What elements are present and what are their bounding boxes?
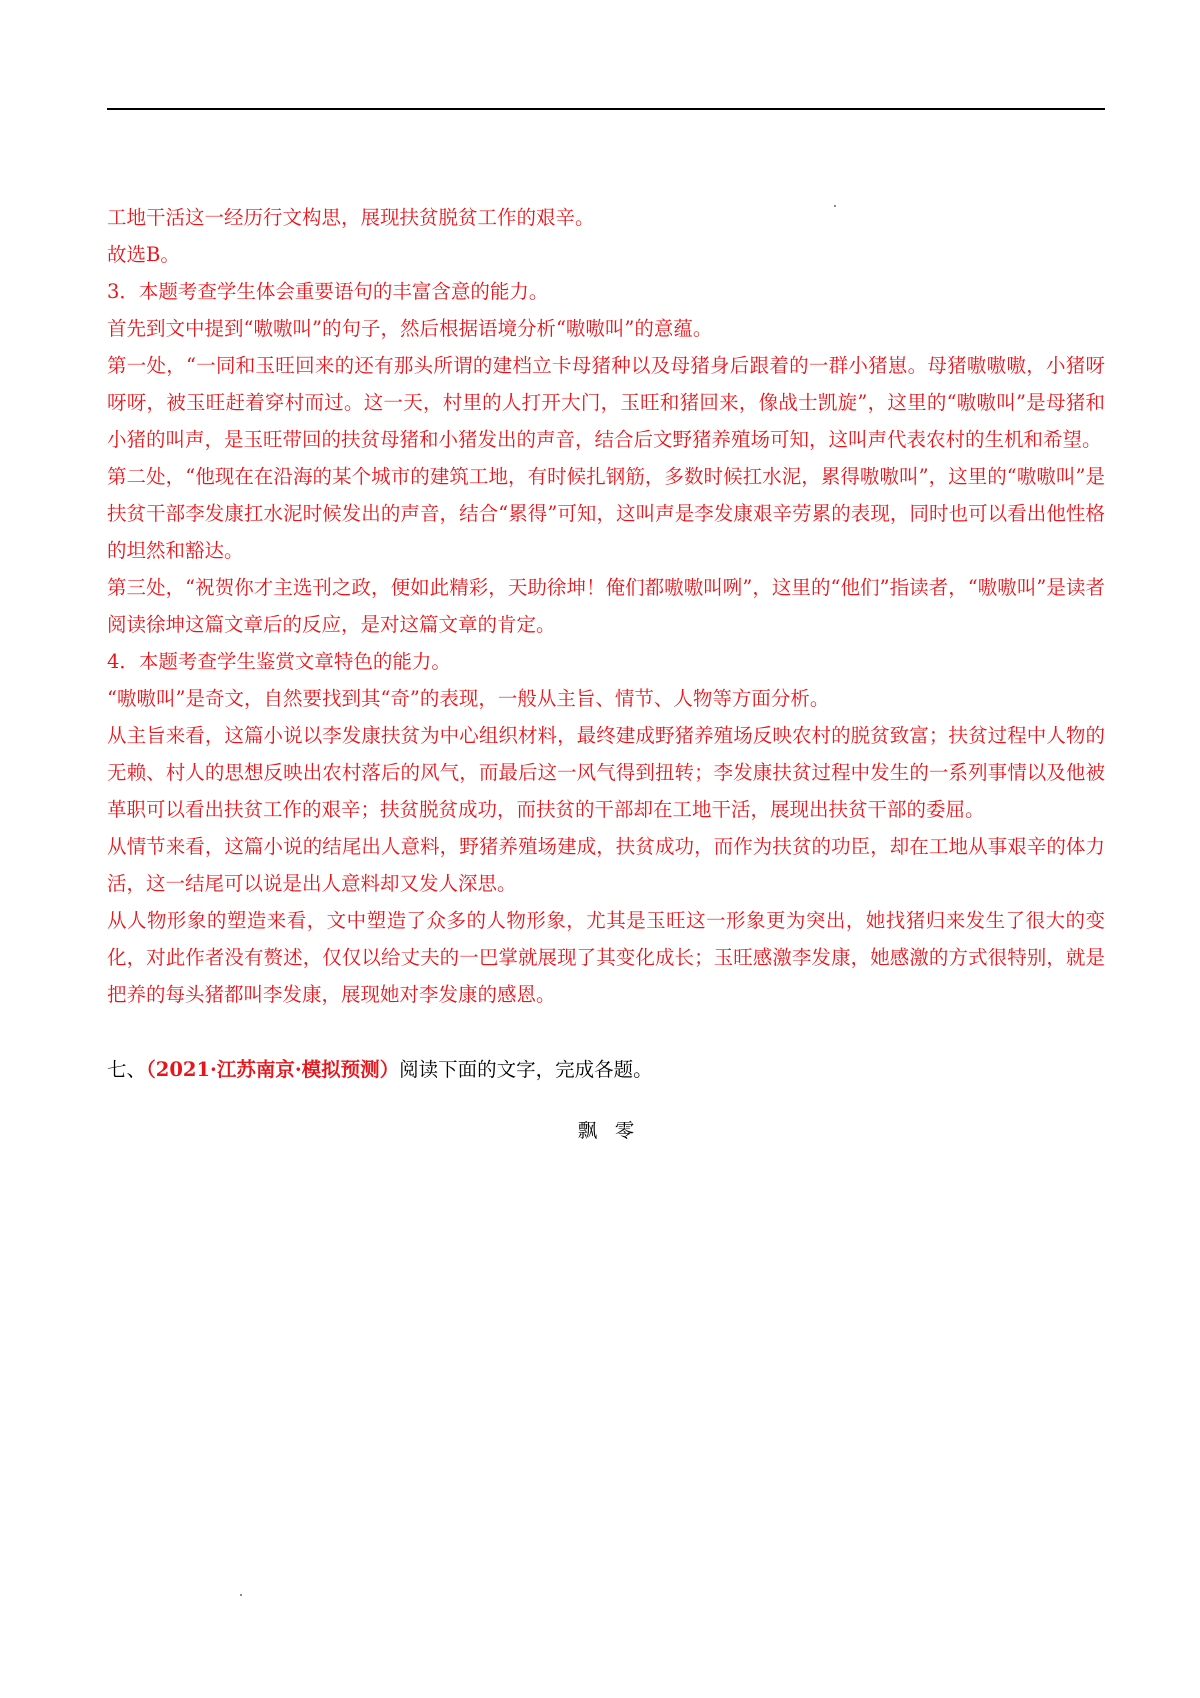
spacer [107, 1013, 1105, 1051]
spacer [107, 1088, 1105, 1112]
answer-paragraph: 第二处，“他现在在沿海的某个城市的建筑工地，有时候扎钢筋，多数时候扛水泥，累得嗷嗷叫”，这里的“嗷嗷叫”是扶贫干部李发康扛水泥时候发出的声音，结合“累得”可知，这叫声是李发康艰辛劳累的表现，同时也可以看出他性格的坦然和豁达。 [107, 465, 1105, 562]
answer-paragraph: 工地干活这一经历行文构思，展现扶贫脱贫工作的艰辛。 [107, 206, 595, 229]
answer-paragraph: 首先到文中提到“嗷嗷叫”的句子，然后根据语境分析“嗷嗷叫”的意蕴。 [107, 317, 713, 340]
speck [240, 1594, 242, 1596]
answer-paragraph: 第一处，“一同和玉旺回来的还有那头所谓的建档立卡母猪种以及母猪身后跟着的一群小猪崽。母猪嗷嗷嗷，小猪呀呀呀，被玉旺赶着穿村而过。这一天，村里的人打开大门，玉旺和猪回来，像战士凯旋”，这里的“嗷嗷叫”是母猪和小猪的叫声，是玉旺带回的扶贫母猪和小猪发出的声音，结合后文野猪养殖场可知，这叫声代表农村的生机和希望。 [107, 354, 1105, 451]
answer-paragraph: 从情节来看，这篇小说的结尾出人意料，野猪养殖场建成，扶贫成功，而作为扶贫的功臣，却在工地从事艰辛的体力活，这一结尾可以说是出人意料却又发人深思。 [107, 835, 1105, 895]
answer-paragraph: 第三处，“祝贺你才主选刊之政，便如此精彩，天助徐坤！俺们都嗷嗷叫咧”，这里的“他们”指读者，“嗷嗷叫”是读者阅读徐坤这篇文章后的反应，是对这篇文章的肯定。 [107, 576, 1105, 636]
answer-paragraph: 4．本题考查学生鉴赏文章特色的能力。 [107, 650, 451, 673]
question-number: 七、 [107, 1058, 147, 1081]
question-heading [107, 1051, 1105, 1088]
answer-paragraph: “嗷嗷叫”是奇文，自然要找到其“奇”的表现，一般从主旨、情节、人物等方面分析。 [107, 687, 830, 710]
question-instruction: 阅读下面的文字，完成各题。 [399, 1058, 653, 1081]
answer-paragraph: 故选B。 [107, 243, 180, 266]
question-source: （2021·江苏南京·模拟预测） [146, 1058, 400, 1081]
document-body [107, 199, 1105, 1149]
answer-paragraph: 从主旨来看，这篇小说以李发康扶贫为中心组织材料，最终建成野猪养殖场反映农村的脱贫致富；扶贫过程中人物的无赖、村人的思想反映出农村落后的风气，而最后这一风气得到扭转；李发康扶贫过程中发生的一系列事情以及他被革职可以看出扶贫工作的艰辛；扶贫脱贫成功，而扶贫的干部却在工地干活，展现出扶贫干部的委屈。 [107, 724, 1105, 821]
answer-paragraph: 从人物形象的塑造来看，文中塑造了众多的人物形象，尤其是玉旺这一形象更为突出，她找猪归来发生了很大的变化，对此作者没有赘述，仅仅以给丈夫的一巴掌就展现了其变化成长；玉旺感激李发康，她感激的方式很特别，就是把养的每头猪都叫李发康，展现她对李发康的感恩。 [107, 909, 1105, 1006]
header-rule [107, 108, 1105, 110]
story-title: 飘零 [577, 1119, 652, 1142]
answer-paragraph: 3．本题考查学生体会重要语句的丰富含意的能力。 [107, 280, 549, 303]
